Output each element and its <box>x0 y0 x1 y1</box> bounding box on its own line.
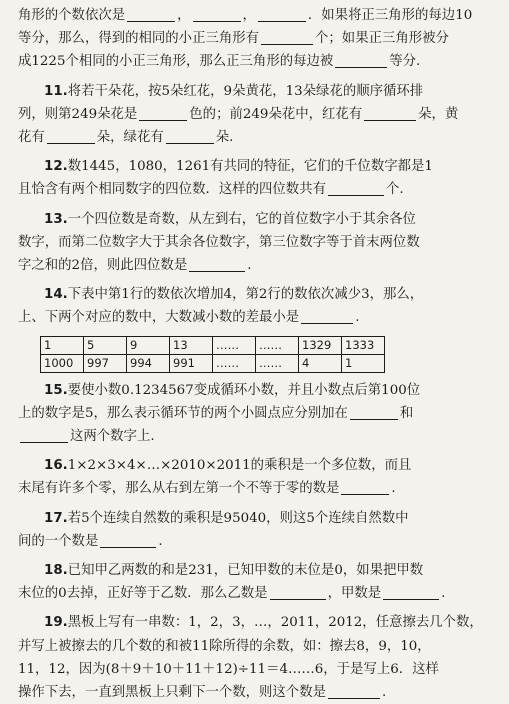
text-line: 19.黑板上写有一串数：1，2，3，…，2011，2012，任意擦去几个数， <box>44 615 483 631</box>
table-cell: 991 <box>170 354 213 372</box>
problem-14 <box>18 283 491 372</box>
problem-number: 13. <box>44 211 68 227</box>
answer-blank[interactable] <box>328 683 380 699</box>
table-cell: 1 <box>41 336 84 354</box>
table-cell: 1329 <box>299 336 342 354</box>
text-line: 11.将若干朵花，按5朵红花，9朵黄花，13朵绿花的顺序循环排 <box>44 83 424 99</box>
problem-16 <box>18 454 491 500</box>
sequence-table <box>40 336 385 373</box>
text-line: 12.数1445，1080，1261有共同的特征，它们的千位数字都是1 <box>44 159 433 175</box>
answer-blank[interactable] <box>301 308 353 324</box>
answer-blank[interactable] <box>47 128 95 144</box>
answer-blank[interactable] <box>189 256 245 272</box>
text-line: 等分，那么，得到的相同的小正三角形有 个；如果正三角形被分 <box>18 31 449 47</box>
text-line: 并写上被擦去的几个数的和被11除所得的余数，如：擦去8，9，10， <box>18 638 431 654</box>
answer-blank[interactable] <box>341 479 389 495</box>
problem-15 <box>18 379 491 449</box>
problem-number: 18. <box>44 563 68 579</box>
text-line: 上、下两个对应的数中，大数减小数的差最小是 . <box>18 310 360 326</box>
text-line: 末位的0去掉，正好等于乙数．那么乙数是 ，甲数是 . <box>18 586 446 602</box>
table-cell: …… <box>256 336 299 354</box>
text-line: 这两个数字上. <box>18 425 491 448</box>
text-line: 数字，而第二位数字大于其余各位数字，第三位数字等于首末两位数 <box>18 234 420 250</box>
table-cell: 4 <box>299 354 342 372</box>
problem-12 <box>18 155 491 201</box>
answer-blank[interactable] <box>350 404 398 420</box>
table-cell: 9 <box>127 336 170 354</box>
answer-blank[interactable] <box>364 105 416 121</box>
problem-number: 19. <box>44 615 68 631</box>
text-line: 间的一个数是 . <box>18 533 163 549</box>
answer-blank[interactable] <box>166 128 214 144</box>
table-cell: 1333 <box>342 336 385 354</box>
table-cell: 5 <box>84 336 127 354</box>
table-cell: …… <box>256 354 299 372</box>
text-line: 操作下去，一直到黑板上只剩下一个数，则这个数是 . <box>18 685 387 701</box>
problem-number: 14. <box>44 287 68 303</box>
text-line: 花有 朵，绿花有 朵. <box>18 130 234 146</box>
problem-10-tail <box>18 4 491 74</box>
problem-13 <box>18 208 491 278</box>
table-cell: 1000 <box>41 354 84 372</box>
table-cell: 994 <box>127 354 170 372</box>
answer-blank[interactable] <box>258 6 306 22</box>
problem-number: 15. <box>44 382 68 398</box>
text-line: 列，则第249朵花是 色的；前249朵花中，红花有 朵，黄 <box>18 106 459 122</box>
text-line: 字之和的2倍，则此四位数是 . <box>18 258 252 274</box>
problem-number: 12. <box>44 159 68 175</box>
table-cell: …… <box>213 336 256 354</box>
answer-blank[interactable] <box>139 105 187 121</box>
text-line: 且恰含有两个相同数字的四位数．这样的四位数共有 个. <box>18 182 404 198</box>
answer-blank[interactable] <box>20 427 68 443</box>
answer-blank[interactable] <box>127 6 175 22</box>
answer-blank[interactable] <box>383 584 439 600</box>
problem-17 <box>18 507 491 553</box>
table-cell: 13 <box>170 336 213 354</box>
table-cell: 1 <box>342 354 385 372</box>
text-line: 18.已知甲乙两数的和是231，已知甲数的末位是0，如果把甲数 <box>44 563 424 579</box>
text-line: 17.若5个连续自然数的乘积是95040，则这5个连续自然数中 <box>44 510 409 526</box>
text-line: 11，12，因为(8＋9＋10＋11＋12)÷11＝4……6，于是写上6．这样 <box>18 661 439 677</box>
text-line: 成1225个相同的小正三角形，那么正三角形的每边被 等分. <box>18 54 421 70</box>
text-line: 上的数字是5，那么表示循环节的两个小圆点应分别加在 和 <box>18 405 414 421</box>
table-row <box>41 336 385 354</box>
problem-number: 17. <box>44 510 68 526</box>
answer-blank[interactable] <box>261 29 313 45</box>
text-line: 角形的个数依次是 ， ， ．如果将正三角形的每边10 <box>18 8 473 23</box>
problem-18 <box>18 559 491 605</box>
table-row <box>41 354 385 372</box>
problem-11 <box>18 80 491 150</box>
text-line: 15.要使小数0.1234567变成循环小数，并且小数点后第100位 <box>44 382 421 398</box>
text-line: 16.1×2×3×4×…×2010×2011的乘积是一个多位数，而且 <box>44 458 412 474</box>
answer-blank[interactable] <box>328 180 384 196</box>
answer-blank[interactable] <box>100 532 156 548</box>
problem-number: 16. <box>44 458 68 474</box>
answer-blank[interactable] <box>270 584 326 600</box>
problem-number: 11. <box>44 83 68 99</box>
problem-19 <box>18 611 491 704</box>
table-cell: 997 <box>84 354 127 372</box>
answer-blank[interactable] <box>193 6 241 22</box>
text-line: 14.下表中第1行的数依次增加4，第2行的数依次减少3，那么， <box>44 287 424 303</box>
text-line: 13.一个四位数是奇数，从左到右，它的首位数字小于其余各位 <box>44 211 416 227</box>
text-line: 末尾有许多个零，那么从右到左第一个不等于零的数是 . <box>18 481 396 497</box>
answer-blank[interactable] <box>335 52 387 68</box>
table-cell: …… <box>213 354 256 372</box>
